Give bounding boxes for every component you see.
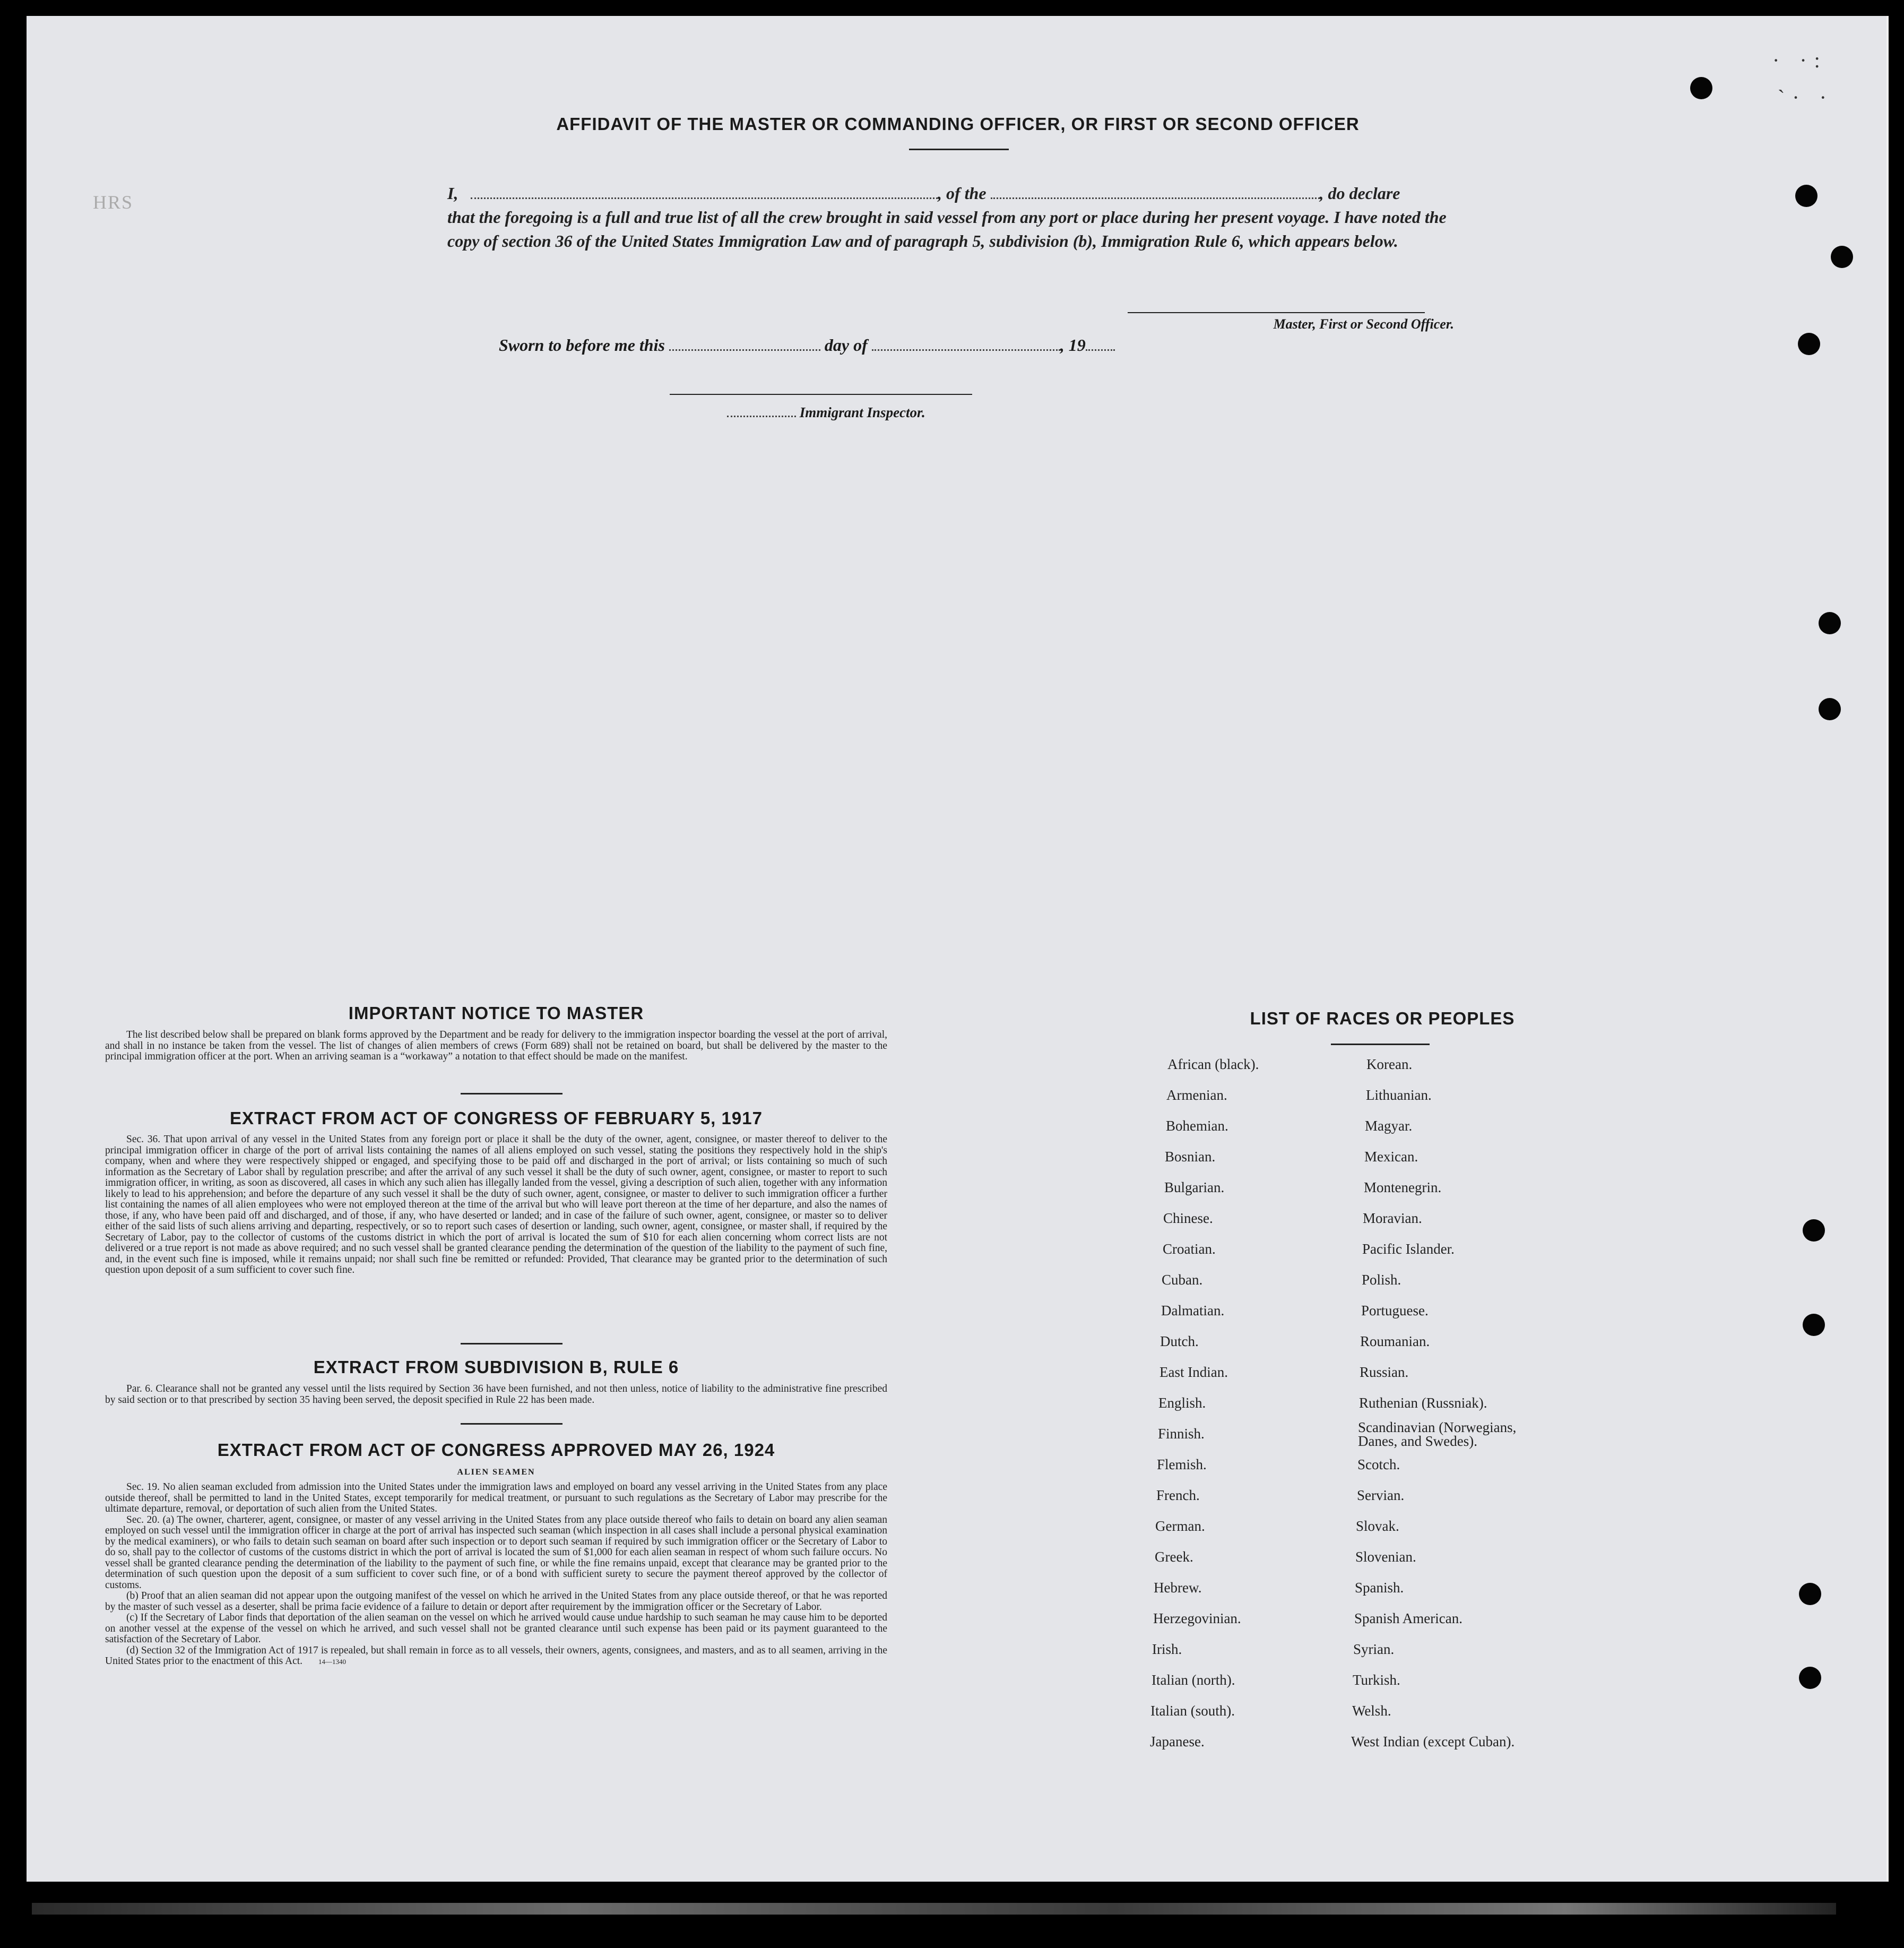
race-item: French. xyxy=(1156,1487,1200,1503)
punch-hole xyxy=(1819,612,1841,634)
inspector-signature-line xyxy=(670,394,972,395)
race-item: Spanish American. xyxy=(1354,1610,1462,1626)
race-item: Mexican. xyxy=(1364,1149,1418,1165)
extract-1924-paragraph xyxy=(105,1645,887,1668)
film-edge xyxy=(32,1903,1836,1915)
affidavit-body xyxy=(447,182,1477,253)
day-of-label: day of xyxy=(824,335,868,355)
extract-1917-paragraph: Sec. 36. That upon arrival of any vessel in the United States from any foreign port or place it shall be the duty of the owner, agent, consignee, or master thereof to deliver to the principal immigration officer in charge of the port of arrival lists containing the names of all aliens employed on such vessel, stating the positions they respectively hold in the ship's company, when and where they were respectively shipped or engaged, and specifying those to be paid off and discharged in the port of arrival; or lists containing so much of such information as the Secretary of Labor shall by regulation prescribe; and after the arrival of any such vessel it shall be the duty of such owner, agent, consignee, or master to report to such immigration officer, in writing, as soon as discovered, all cases in which any such alien has illegally landed from the vessel, giving a description of such alien, together with any information likely to lead to his apprehension; and before the departure of any such vessel it shall be the duty of such owner, agent, consignee, or master to deliver to such immigration officer a further list containing the names of all alien employees who were not employed thereon at the time of the arrival but who will leave port thereon at the time of her departure, and also the names of those, if any, who have been paid off and discharged, and of those, if any, who have deserted or landed; and in case of the failure of such owner, agent, consignee, or master so to deliver either of the said lists of such aliens arriving and departing, respectively, or so to report such cases of desertion or landing, such owner, agent, consignee, or master shall, if required by the Secretary of Labor, pay to the collector of customs of the customs district in which the port of arrival is located the sum of $10 for each alien concerning whom correct lists are not delivered or a true report is not made as above required; and no such vessel shall be granted clearance pending the determination of the question of the liability to the payment of such fine, and, in the event such fine is imposed, while it remains unpaid; nor shall such fine be remitted or refunded: Provided, That clearance may be granted prior to the determination of such question upon deposit of a sum sufficient to cover such fine. xyxy=(105,1134,887,1275)
race-item: Greek. xyxy=(1155,1549,1193,1565)
affidavit-declaration-line xyxy=(447,182,1477,205)
race-item: Ruthenian (Russniak). xyxy=(1359,1395,1487,1411)
punch-hole xyxy=(1795,185,1818,207)
corner-marks: · ·: xyxy=(1772,48,1828,72)
month-blank[interactable] xyxy=(872,340,1060,351)
do-declare-label: , do declare xyxy=(1319,184,1400,203)
race-item: Chinese. xyxy=(1163,1210,1213,1226)
vessel-blank[interactable] xyxy=(991,188,1320,199)
race-item: Dalmatian. xyxy=(1161,1303,1225,1318)
signature-label: Master, First or Second Officer. xyxy=(1273,316,1454,332)
section-rule xyxy=(461,1093,562,1094)
extract-1924-paragraph: (b) Proof that an alien seaman did not appear upon the outgoing manifest of the vessel on which he arrived in the United States from any place outside thereof, or that he was reported by the master of such vessel as a deserter, shall be prima facie evidence of a failure to detain or deport after requirement by the immigration officer or the Secretary of Labor. xyxy=(105,1590,887,1613)
race-item: Italian (north). xyxy=(1152,1672,1235,1688)
inspector-line xyxy=(801,404,925,421)
race-item: Lithuanian. xyxy=(1366,1087,1432,1103)
punch-hole xyxy=(1803,1314,1825,1336)
notice-paragraph: The list described below shall be prepared on blank forms approved by the Department and be ready for delivery to the immigration inspector boarding the vessel at the port of arrival, and shall in no instance be taken from the vessel. The list of changes of alien members of crews (Form 689) shall not be retained on board, but shall be delivered by the master to the principal immigration officer at the port. When an arriving seaman is a “workaway” a notation to that effect should be made on the manifest. xyxy=(105,1029,887,1062)
section-rule xyxy=(461,1423,562,1425)
race-item: Portuguese. xyxy=(1361,1303,1429,1318)
race-item: Turkish. xyxy=(1353,1672,1400,1688)
race-item: Moravian. xyxy=(1363,1210,1422,1226)
race-item: Italian (south). xyxy=(1150,1703,1235,1719)
race-item: Bohemian. xyxy=(1166,1118,1228,1134)
year-blank[interactable] xyxy=(1086,340,1115,351)
race-item: Irish. xyxy=(1152,1641,1182,1657)
inspector-label: Immigrant Inspector. xyxy=(799,404,925,420)
inspector-blank[interactable] xyxy=(727,408,796,417)
race-item: Slovenian. xyxy=(1355,1549,1416,1565)
race-item: Flemish. xyxy=(1157,1456,1207,1472)
extract-1924-text xyxy=(105,1482,887,1668)
name-blank[interactable] xyxy=(471,188,938,199)
race-item: Magyar. xyxy=(1365,1118,1413,1134)
affidavit-title: AFFIDAVIT OF THE MASTER OR COMMANDING OFFICER, OR FIRST OR SECOND OFFICER xyxy=(556,114,1360,134)
race-item: Bosnian. xyxy=(1165,1149,1216,1165)
race-item: Syrian. xyxy=(1353,1641,1395,1657)
race-item: African (black). xyxy=(1167,1056,1259,1072)
race-item: Scotch. xyxy=(1357,1456,1400,1472)
affidavit-i-label: I, xyxy=(447,184,458,203)
race-item: Finnish. xyxy=(1158,1426,1205,1442)
race-item: Roumanian. xyxy=(1360,1333,1430,1349)
race-item: Montenegrin. xyxy=(1364,1179,1442,1195)
race-item: Bulgarian. xyxy=(1164,1179,1225,1195)
extract-1924-paragraph: (c) If the Secretary of Labor finds that deportation of the alien seaman on the vessel on which he arrived would cause undue hardship to such seaman he may cause him to be deported on another vessel at the expense of the vessel on which he arrived, and such vessel shall not be granted clearance until such expense has been paid or its payment guaranteed to the satisfaction of the Secretary of Labor. xyxy=(105,1612,887,1645)
extract-1924-final-text: (d) Section 32 of the Immigration Act of 1917 is repealed, but shall remain in force as to all vessels, their owners, agents, consignees, and masters, and as to all seamen, arriving in the United States prior to the enactment of this Act. xyxy=(105,1644,887,1667)
extract-rule6-text xyxy=(105,1384,887,1406)
title-rule xyxy=(909,149,1009,150)
race-item: Russian. xyxy=(1360,1364,1409,1380)
race-item: English. xyxy=(1158,1395,1206,1411)
extract-1924-title: EXTRACT FROM ACT OF CONGRESS APPROVED MAY 26, 1924 xyxy=(217,1440,775,1460)
race-item: Cuban. xyxy=(1162,1272,1203,1288)
extract-1924-paragraph: Sec. 20. (a) The owner, charterer, agent, consignee, or master of any vessel arriving in the United States from any place outside thereof who fails to detain on board any alien seaman employed on such vessel until the immigration officer in charge at the port of arrival has inspected such seaman (which inspection in all cases shall include a personal physical examination by the medical examiners), or who fails to detain such seaman on board after such inspection or to deport such seaman if required by such immigration officer or the Secretary of Labor to do so, shall pay to the collector of customs of the customs district in which the port of arrival is located the sum of $1,000 for each alien seaman in respect of whom such failure occurs. No vessel shall be granted clearance pending the determination of the liability to the payment of such fine, or while the fine remains unpaid, except that clearance may be granted prior to the determination of such question upon the deposit of a sum sufficient to cover such fine, or of a bond with sufficient surety to secure the payment thereof approved by the collector of customs. xyxy=(105,1514,887,1591)
extract-rule6-title: EXTRACT FROM SUBDIVISION B, RULE 6 xyxy=(313,1357,679,1377)
race-item: Spanish. xyxy=(1355,1580,1404,1596)
notice-text xyxy=(105,1030,887,1063)
races-title-rule xyxy=(1331,1044,1430,1045)
race-item: Japanese. xyxy=(1150,1734,1205,1749)
race-item: Welsh. xyxy=(1352,1703,1391,1719)
race-item: German. xyxy=(1155,1518,1205,1534)
race-item: Hebrew. xyxy=(1154,1580,1202,1596)
form-number: 14—1340 xyxy=(318,1658,347,1666)
race-item: Herzegovinian. xyxy=(1153,1610,1241,1626)
race-item: East Indian. xyxy=(1159,1364,1228,1380)
faded-stamp-mark: HRS xyxy=(93,192,134,213)
race-item: Slovak. xyxy=(1356,1518,1399,1534)
of-the-label: , of the xyxy=(938,184,986,203)
signature-line xyxy=(1128,312,1425,313)
race-item: West Indian (except Cuban). xyxy=(1351,1734,1515,1749)
year-label: , 19 xyxy=(1060,335,1086,355)
punch-hole xyxy=(1819,698,1841,720)
corner-marks: `· · xyxy=(1778,85,1834,109)
race-item: Korean. xyxy=(1366,1056,1413,1072)
extract-1917-title: EXTRACT FROM ACT OF CONGRESS OF FEBRUARY 5, 1917 xyxy=(230,1108,763,1128)
punch-hole xyxy=(1799,1583,1821,1605)
punch-hole xyxy=(1799,1667,1821,1689)
races-title: LIST OF RACES OR PEOPLES xyxy=(1250,1009,1515,1028)
punch-hole xyxy=(1798,333,1820,355)
punch-hole xyxy=(1803,1219,1825,1242)
race-item: Croatian. xyxy=(1163,1241,1216,1257)
affidavit-statement: that the foregoing is a full and true list of all the crew brought in said vessel from any port or place during her present voyage. I have noted the copy of section 36 of the United States Immigration Law and of paragraph 5, subdivision (b), Immigration Rule 6, which appears below. xyxy=(447,208,1447,251)
section-rule xyxy=(461,1343,562,1344)
notice-title: IMPORTANT NOTICE TO MASTER xyxy=(348,1003,644,1023)
punch-hole xyxy=(1831,246,1853,268)
race-item: Polish. xyxy=(1362,1272,1401,1288)
race-item: Dutch. xyxy=(1160,1333,1199,1349)
extract-rule6-paragraph: Par. 6. Clearance shall not be granted any vessel until the lists required by Section 36 have been furnished, and not then unless, notice of liability to the administrative fine prescribed by said section or to that prescribed by section 35 having been served, the deposit specified in Rule 22 has been made. xyxy=(105,1383,887,1406)
race-item: Servian. xyxy=(1357,1487,1405,1503)
race-item: Pacific Islander. xyxy=(1362,1241,1455,1257)
extract-1924-paragraph: Sec. 19. No alien seaman excluded from admission into the United States under the immigration laws and employed on board any vessel arriving in the United States from any place outside thereof, shall be permitted to land in the United States, except temporarily for medical treatment, or pursuant to such regulations as the Secretary of Labor may prescribe for the ultimate departure, removal, or deportation of such alien from the United States. xyxy=(105,1481,887,1514)
day-blank[interactable] xyxy=(669,340,820,351)
sworn-line xyxy=(499,335,1115,355)
punch-hole xyxy=(1690,77,1712,99)
sworn-label: Sworn to before me this xyxy=(499,335,665,355)
race-item: Scandinavian (Norwegians, Danes, and Swedes). xyxy=(1358,1419,1517,1449)
extract-1917-text xyxy=(105,1134,887,1276)
alien-seamen-subtitle: ALIEN SEAMEN xyxy=(457,1468,535,1477)
race-item: Armenian. xyxy=(1166,1087,1227,1103)
